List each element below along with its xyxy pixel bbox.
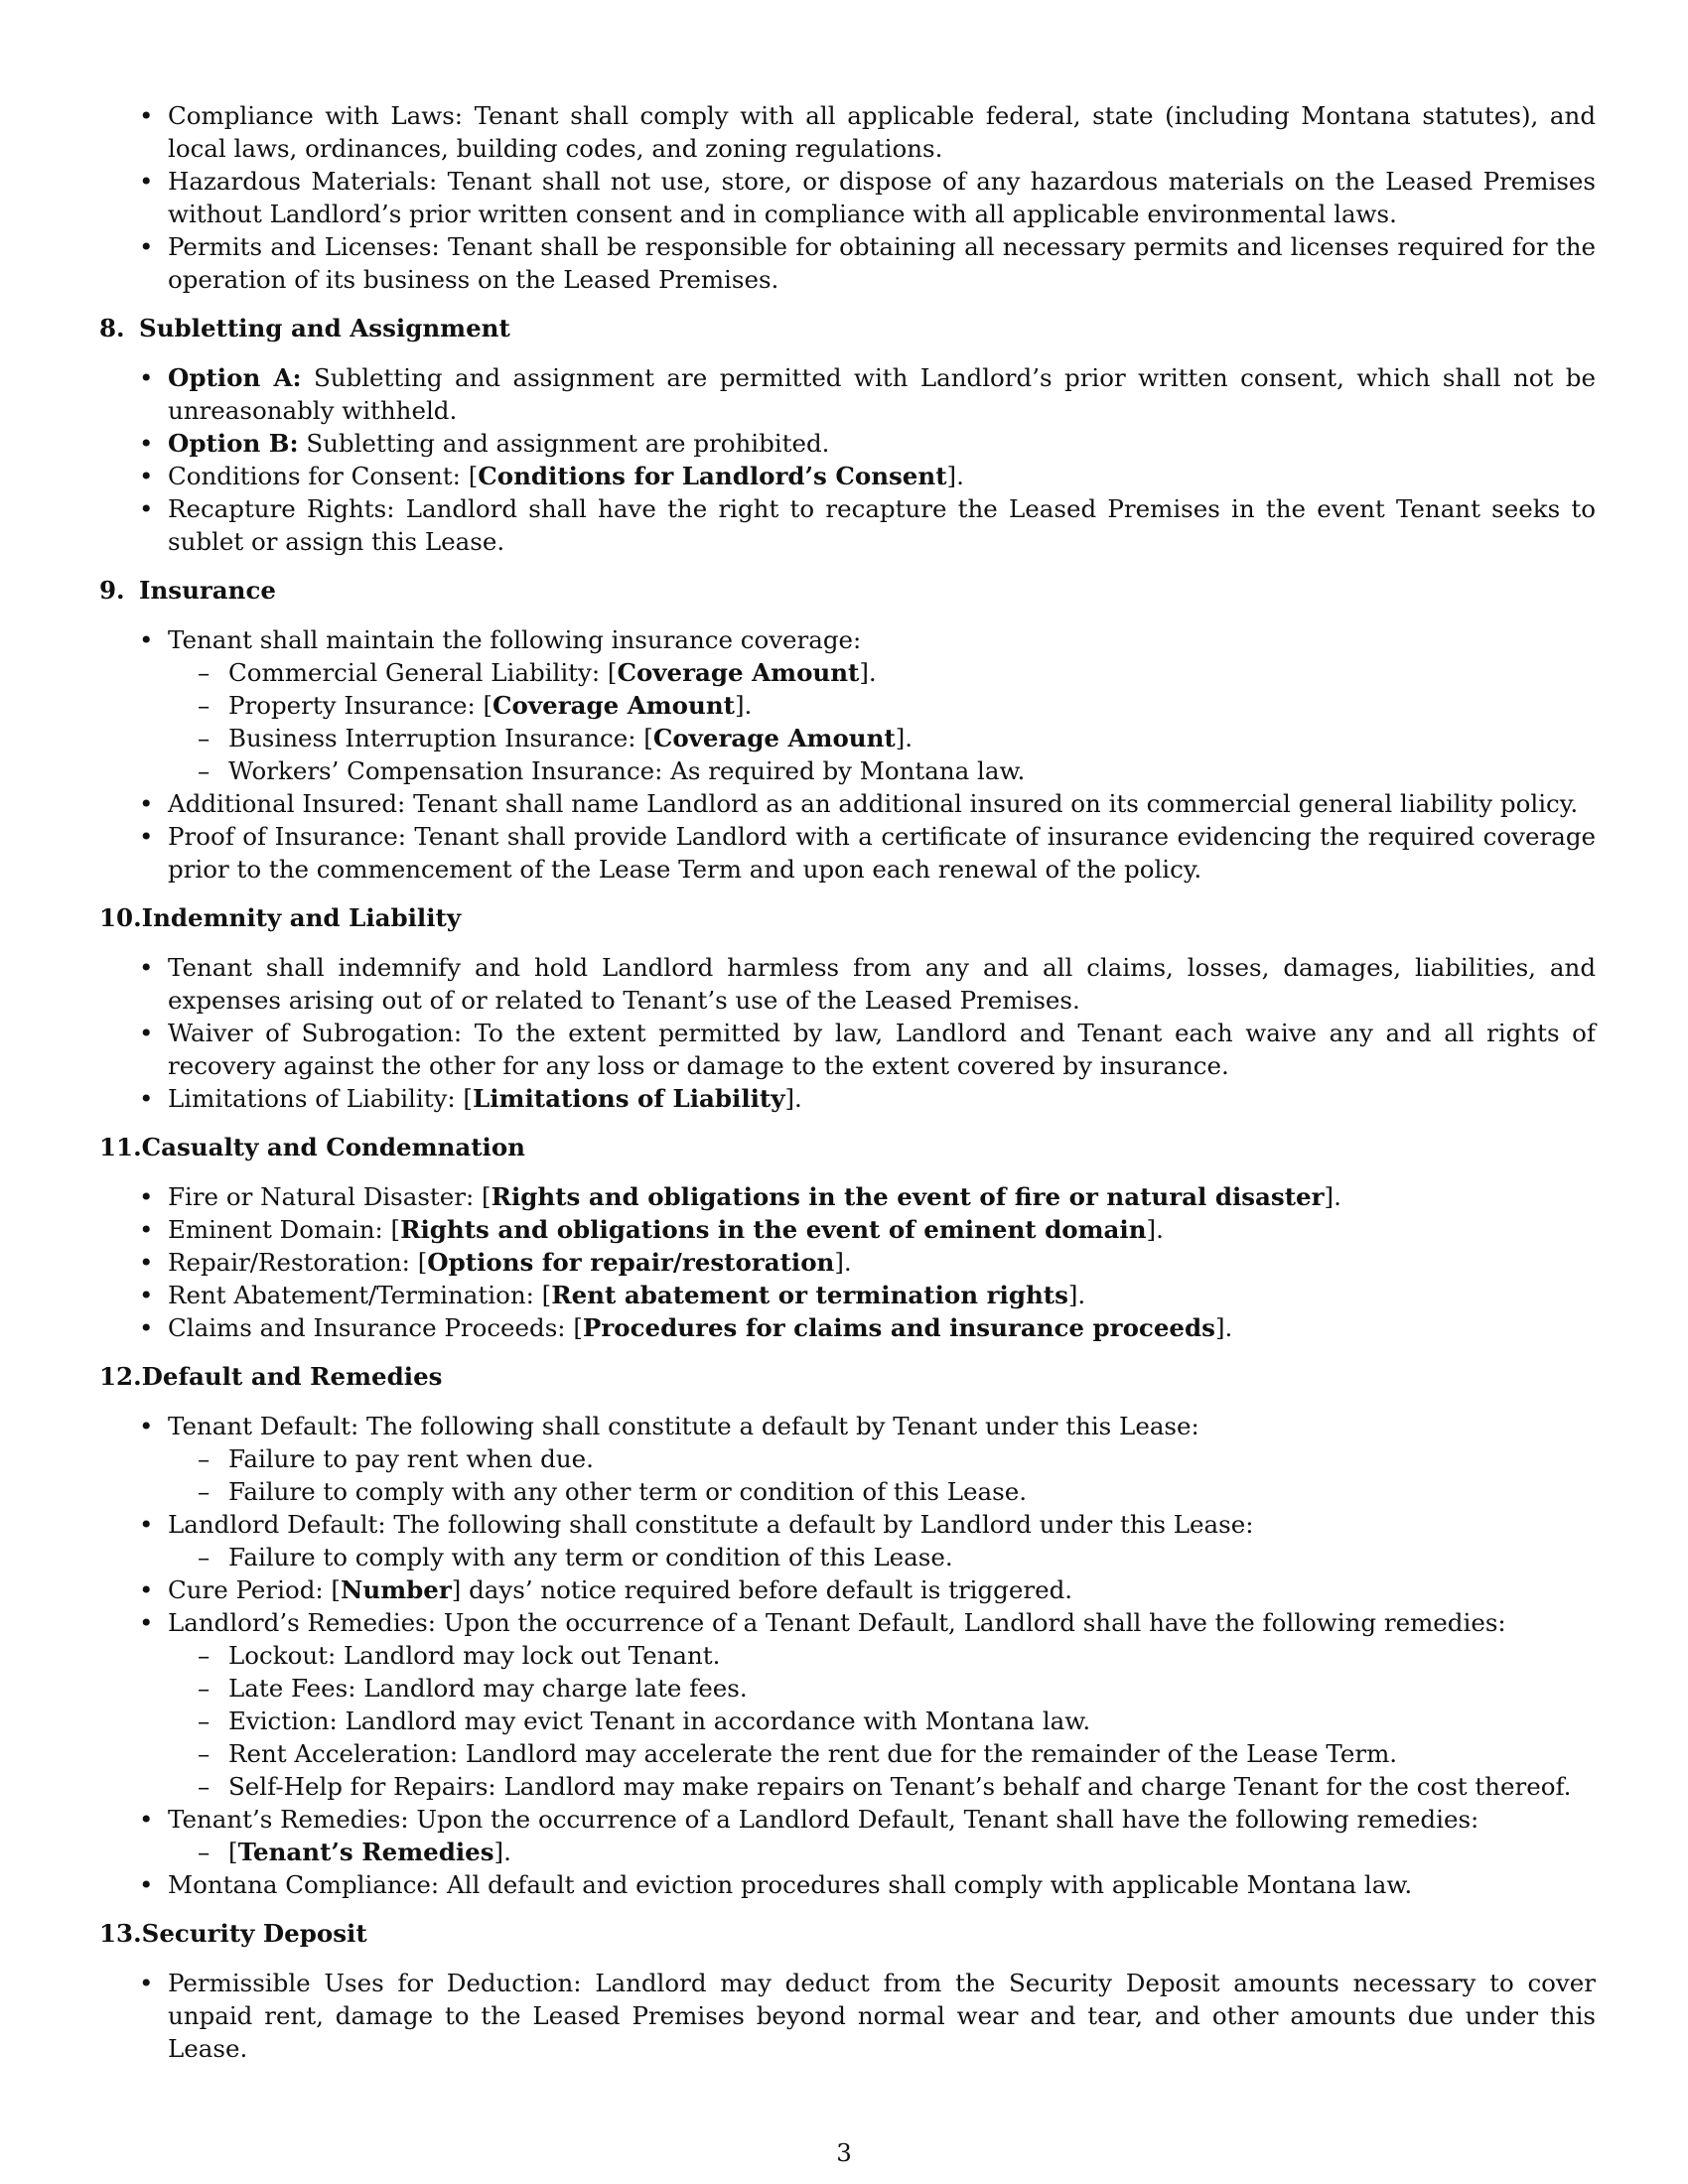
list-item: • Claims and Insurance Proceeds: [Procedures for claims and insurance proceeds]. <box>98 1311 1596 1344</box>
section-heading-casualty: 11.Casualty and Condemnation <box>99 1133 525 1161</box>
list-item: • Waiver of Subrogation: To the extent permitted by law, Landlord and Tenant each waive any and all rights of recovery against the other for any loss or damage to the extent covered by insurance. <box>98 1017 1596 1082</box>
sublist-item: – Lockout: Landlord may lock out Tenant. <box>168 1639 1596 1672</box>
list-item: • Cure Period: [Number] days’ notice required before default is triggered. <box>98 1573 1596 1606</box>
sublist-item: – Eviction: Landlord may evict Tenant in accordance with Montana law. <box>168 1705 1596 1737</box>
sublist-item: – Business Interruption Insurance: [Coverage Amount]. <box>168 722 1596 754</box>
list-item: • Hazardous Materials: Tenant shall not use, store, or dispose of any hazardous materials on the Leased Premises without Landlord’s prior written consent and in compliance with all applicable environmental laws. <box>98 165 1596 230</box>
list-item: • Limitations of Liability: [Limitations of Liability]. <box>98 1082 1596 1115</box>
section-heading-insurance: 9. Insurance <box>99 576 276 605</box>
coverage-sublist <box>168 656 1596 787</box>
indemnity-list <box>98 951 1596 1115</box>
security-deposit-list <box>98 1967 1596 2065</box>
section-heading-default: 12.Default and Remedies <box>99 1362 443 1391</box>
tenant-remedies-sublist <box>168 1836 1596 1868</box>
sublist-item: – Failure to pay rent when due. <box>168 1442 1596 1475</box>
casualty-list <box>98 1180 1596 1344</box>
list-item: • Landlord Default: The following shall constitute a default by Landlord under this Lease: – Failure to comply with any term or condition of this Lease. <box>98 1508 1596 1573</box>
list-item: • Compliance with Laws: Tenant shall comply with all applicable federal, state (including Montana statutes), and local laws, ordinances, building codes, and zoning regulations. <box>98 99 1596 165</box>
list-item: • Montana Compliance: All default and eviction procedures shall comply with applicable Montana law. <box>98 1868 1596 1901</box>
landlord-remedies-sublist <box>168 1639 1596 1803</box>
sublist-item: – [Tenant’s Remedies]. <box>168 1836 1596 1868</box>
page-number: 3 <box>836 2138 852 2167</box>
list-item: • Rent Abatement/Termination: [Rent abatement or termination rights]. <box>98 1279 1596 1311</box>
list-item: • Option A: Subletting and assignment are permitted with Landlord’s prior written consent, which shall not be unreasonably withheld. <box>98 361 1596 427</box>
sublist-item: – Self-Help for Repairs: Landlord may make repairs on Tenant’s behalf and charge Tenant for the cost thereof. <box>168 1770 1596 1803</box>
list-item: • Proof of Insurance: Tenant shall provide Landlord with a certificate of insurance evidencing the required coverage prior to the commencement of the Lease Term and upon each renewal of the policy. <box>98 820 1596 886</box>
list-item: • Additional Insured: Tenant shall name Landlord as an additional insured on its commercial general liability policy. <box>98 787 1596 820</box>
list-item: • Tenant Default: The following shall constitute a default by Tenant under this Lease: – Failure to pay rent when due. – Failure to comply with any other term or condition of this Lease. <box>98 1410 1596 1508</box>
list-item: • Permits and Licenses: Tenant shall be responsible for obtaining all necessary permits and licenses required for the operation of its business on the Leased Premises. <box>98 230 1596 296</box>
tenant-default-sublist <box>168 1442 1596 1508</box>
list-item: • Option B: Subletting and assignment are prohibited. <box>98 427 1596 460</box>
section-heading-subletting: 8. Subletting and Assignment <box>99 314 510 342</box>
list-item: • Eminent Domain: [Rights and obligations in the event of eminent domain]. <box>98 1213 1596 1246</box>
sublist-item: – Late Fees: Landlord may charge late fees. <box>168 1672 1596 1705</box>
default-list <box>98 1410 1596 1901</box>
subletting-list <box>98 361 1596 558</box>
document-page <box>98 99 1596 2065</box>
compliance-list <box>98 99 1596 296</box>
list-item: • Conditions for Consent: [Conditions for Landlord’s Consent]. <box>98 460 1596 492</box>
sublist-item: – Workers’ Compensation Insurance: As required by Montana law. <box>168 754 1596 787</box>
sublist-item: – Rent Acceleration: Landlord may accelerate the rent due for the remainder of the Lease Term. <box>168 1737 1596 1770</box>
insurance-list <box>98 623 1596 886</box>
list-item: • Fire or Natural Disaster: [Rights and obligations in the event of fire or natural disaster]. <box>98 1180 1596 1213</box>
list-item: • Landlord’s Remedies: Upon the occurrence of a Tenant Default, Landlord shall have the following remedies: – Lockout: Landlord may lock out Tenant. – Late Fees: Landlord may charge late fees. – Eviction: Landlord may evict Tenant in accordance with Montana law. – Rent Acceleration: Landlord may accelerate the rent due for the remainder of the Lease Term. – Self-Help for Repairs: Landlord may make repairs on Tenant’s behalf and charge Tenant for the cost thereof. <box>98 1606 1596 1803</box>
section-heading-indemnity: 10.Indemnity and Liability <box>99 903 462 932</box>
landlord-default-sublist <box>168 1541 1596 1573</box>
sublist-item: – Failure to comply with any other term or condition of this Lease. <box>168 1475 1596 1508</box>
list-item: • Permissible Uses for Deduction: Landlord may deduct from the Security Deposit amounts necessary to cover unpaid rent, damage to the Leased Premises beyond normal wear and tear, and other amounts due under this Lease. <box>98 1967 1596 2065</box>
list-item: • Tenant shall indemnify and hold Landlord harmless from any and all claims, losses, damages, liabilities, and expenses arising out of or related to Tenant’s use of the Leased Premises. <box>98 951 1596 1017</box>
list-item: • Repair/Restoration: [Options for repair/restoration]. <box>98 1246 1596 1279</box>
sublist-item: – Property Insurance: [Coverage Amount]. <box>168 689 1596 722</box>
section-heading-security-deposit: 13.Security Deposit <box>99 1919 367 1948</box>
sublist-item: – Failure to comply with any term or condition of this Lease. <box>168 1541 1596 1573</box>
sublist-item: – Commercial General Liability: [Coverage Amount]. <box>168 656 1596 689</box>
list-item: • Tenant’s Remedies: Upon the occurrence of a Landlord Default, Tenant shall have the following remedies: – [Tenant’s Remedies]. <box>98 1803 1596 1868</box>
list-item: • Recapture Rights: Landlord shall have the right to recapture the Leased Premises in the event Tenant seeks to sublet or assign this Lease. <box>98 492 1596 558</box>
list-item: • Tenant shall maintain the following insurance coverage: – Commercial General Liability: [Coverage Amount]. – Property Insurance: [Coverage Amount]. – Business Interruption Insurance: [Coverage Amount]. – Workers’ Compensation Insurance: As required by Montana law. <box>98 623 1596 787</box>
